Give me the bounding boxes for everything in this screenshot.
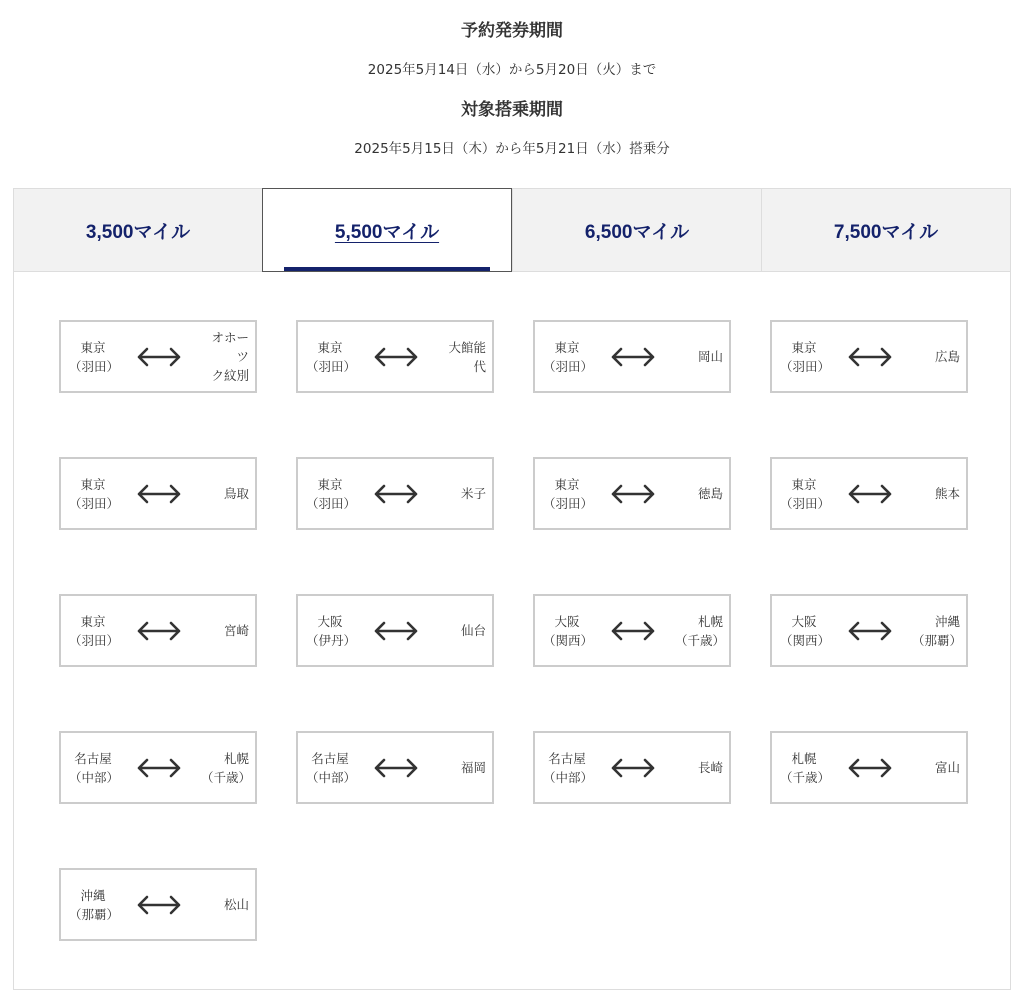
booking-period-title: 予約発券期間 — [461, 21, 563, 41]
double-arrow-icon — [610, 346, 656, 368]
route-destination: 宮崎 — [223, 623, 249, 638]
route-card[interactable] — [296, 594, 494, 667]
route-card[interactable] — [59, 457, 257, 530]
route-card[interactable] — [770, 731, 968, 804]
route-card[interactable] — [59, 868, 257, 941]
route-origin: 大阪 （伊丹） — [306, 613, 357, 648]
active-tab-indicator — [284, 267, 490, 271]
route-card[interactable] — [533, 320, 731, 393]
route-origin: 名古屋 （中部） — [306, 750, 357, 785]
double-arrow-icon — [136, 346, 182, 368]
route-origin: 東京 （羽田） — [306, 339, 357, 374]
double-arrow-icon — [847, 620, 893, 642]
route-destination: 大館能代 — [448, 339, 486, 374]
route-destination: 札幌 （千歳） — [201, 750, 252, 785]
tab-6500-miles[interactable] — [512, 189, 761, 271]
tab-3500-miles[interactable] — [14, 189, 262, 271]
route-destination: 熊本 — [934, 486, 960, 501]
route-card[interactable] — [59, 594, 257, 667]
tab-label: 3,500マイル — [85, 221, 191, 243]
route-destination: 富山 — [934, 760, 960, 775]
route-card[interactable] — [770, 457, 968, 530]
route-destination: 広島 — [934, 349, 960, 364]
double-arrow-icon — [610, 757, 656, 779]
double-arrow-icon — [847, 757, 893, 779]
double-arrow-icon — [847, 483, 893, 505]
double-arrow-icon — [136, 483, 182, 505]
route-origin: 東京 （羽田） — [69, 613, 120, 648]
double-arrow-icon — [136, 620, 182, 642]
route-destination: 長崎 — [697, 760, 723, 775]
route-destination: 松山 — [223, 897, 249, 912]
route-card[interactable] — [533, 594, 731, 667]
double-arrow-icon — [136, 757, 182, 779]
route-origin: 名古屋 （中部） — [69, 750, 120, 785]
route-card[interactable] — [770, 320, 968, 393]
route-destination: 鳥取 — [223, 486, 249, 501]
route-origin: 東京 （羽田） — [543, 476, 594, 511]
double-arrow-icon — [136, 894, 182, 916]
route-destination: オホーツ ク紋別 — [211, 330, 249, 383]
route-grid — [59, 320, 968, 941]
route-origin: 名古屋 （中部） — [543, 750, 594, 785]
tab-label: 6,500マイル — [584, 221, 690, 243]
tab-7500-miles[interactable] — [761, 189, 1010, 271]
route-origin: 大阪 （関西） — [780, 613, 831, 648]
double-arrow-icon — [373, 346, 419, 368]
double-arrow-icon — [373, 620, 419, 642]
mileage-tabs — [13, 188, 1011, 272]
boarding-period-title: 対象搭乗期間 — [461, 100, 563, 120]
route-card[interactable] — [533, 457, 731, 530]
route-destination: 福岡 — [460, 760, 486, 775]
route-origin: 東京 （羽田） — [543, 339, 594, 374]
route-destination: 徳島 — [697, 486, 723, 501]
double-arrow-icon — [610, 483, 656, 505]
route-card[interactable] — [59, 731, 257, 804]
route-origin: 大阪 （関西） — [543, 613, 594, 648]
route-panel — [13, 272, 1011, 990]
route-card[interactable] — [59, 320, 257, 393]
route-origin: 沖縄 （那覇） — [69, 887, 120, 922]
boarding-period-text: 2025年5月15日（木）から年5月21日（水）搭乗分 — [354, 141, 670, 157]
route-destination: 札幌 （千歳） — [675, 613, 726, 648]
double-arrow-icon — [373, 483, 419, 505]
route-card[interactable] — [533, 731, 731, 804]
route-card[interactable] — [296, 731, 494, 804]
route-destination: 米子 — [460, 486, 486, 501]
route-destination: 沖縄 （那覇） — [912, 613, 963, 648]
route-card[interactable] — [296, 457, 494, 530]
route-destination: 岡山 — [697, 349, 723, 364]
route-card[interactable] — [296, 320, 494, 393]
tab-label: 5,500マイル — [334, 221, 440, 243]
route-card[interactable] — [770, 594, 968, 667]
route-origin: 札幌 （千歳） — [780, 750, 831, 785]
route-destination: 仙台 — [460, 623, 486, 638]
double-arrow-icon — [373, 757, 419, 779]
booking-period-text: 2025年5月14日（水）から5月20日（火）まで — [367, 62, 657, 78]
route-origin: 東京 （羽田） — [69, 476, 120, 511]
tab-5500-miles[interactable] — [262, 188, 512, 272]
double-arrow-icon — [610, 620, 656, 642]
route-origin: 東京 （羽田） — [69, 339, 120, 374]
route-origin: 東京 （羽田） — [780, 339, 831, 374]
route-origin: 東京 （羽田） — [780, 476, 831, 511]
tab-label: 7,500マイル — [833, 221, 939, 243]
double-arrow-icon — [847, 346, 893, 368]
route-origin: 東京 （羽田） — [306, 476, 357, 511]
